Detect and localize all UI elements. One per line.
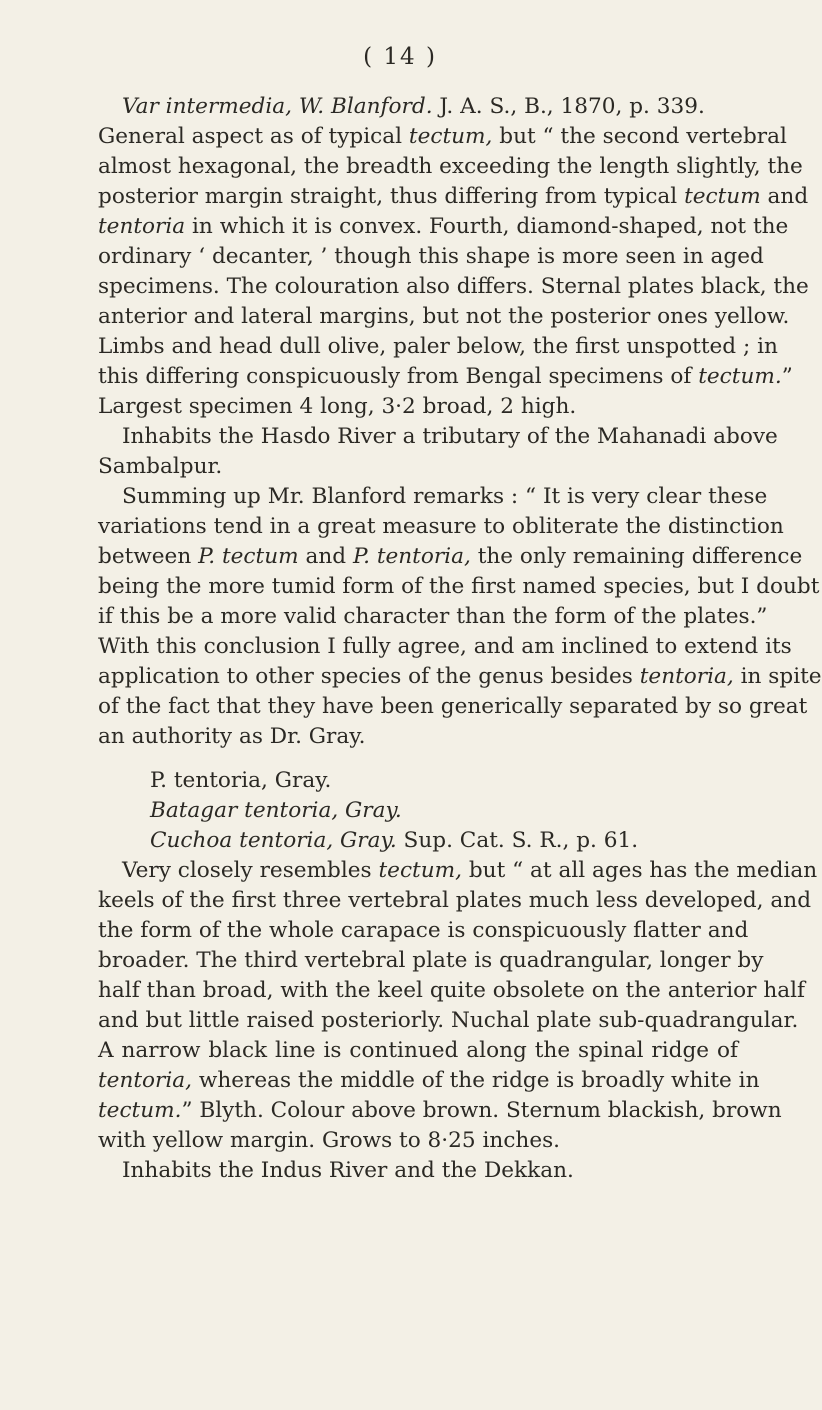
text-line: anterior and lateral margins, but not the posterior ones yellow. — [98, 304, 790, 329]
page-number: ( 14 ) — [363, 44, 437, 70]
text-line: P. tentoria, Gray. — [150, 768, 332, 793]
text-line: specimens. The colouration also differs. Sternal plates black, the — [98, 274, 809, 299]
text-line: Inhabits the Indus River and the Dekkan. — [122, 1158, 574, 1183]
text-line: tectum.” Blyth. Colour above brown. Sternum blackish, brown — [98, 1098, 782, 1123]
text-line: almost hexagonal, the breadth exceeding the length slightly, the — [98, 154, 803, 179]
text-line: Batagar tentoria, Gray. — [150, 798, 402, 823]
text-line: Sambalpur. — [98, 454, 223, 479]
text-line: being the more tumid form of the first named species, but I doubt — [98, 574, 820, 599]
text-line: this differing conspicuously from Bengal specimens of tectum.” — [98, 364, 793, 389]
text-line: Very closely resembles tectum, but “ at all ages has the median — [122, 858, 818, 883]
text-line: posterior margin straight, thus differing from typical tectum and — [98, 184, 809, 209]
text-line: variations tend in a great measure to obliterate the distinction — [98, 514, 784, 539]
text-line: broader. The third vertebral plate is quadrangular, longer by — [98, 948, 764, 973]
text-line: an authority as Dr. Gray. — [98, 724, 366, 749]
body-text — [98, 92, 822, 1186]
text-line: ordinary ‘ decanter, ’ though this shape is more seen in aged — [98, 244, 764, 269]
text-line: tentoria in which it is convex. Fourth, diamond-shaped, not the — [98, 214, 789, 239]
text-line: the form of the whole carapace is conspicuously flatter and — [98, 918, 749, 943]
text-line: and but little raised posteriorly. Nuchal plate sub-quadrangular. — [98, 1008, 799, 1033]
text-line: Largest specimen 4 long, 3·2 broad, 2 high. — [98, 394, 577, 419]
text-line: Summing up Mr. Blanford remarks : “ It is very clear these — [122, 484, 768, 509]
text-line: tentoria, whereas the middle of the ridge is broadly white in — [98, 1068, 760, 1093]
text-line: between P. tectum and P. tentoria, the only remaining difference — [98, 544, 803, 569]
text-line: Limbs and head dull olive, paler below, the first unspotted ; in — [98, 334, 778, 359]
text-line: Inhabits the Hasdo River a tributary of the Mahanadi above — [122, 424, 778, 449]
text-line: half than broad, with the keel quite obsolete on the anterior half — [98, 978, 806, 1003]
text-line: Var intermedia, W. Blanford. J. A. S., B., 1870, p. 339. — [122, 94, 705, 119]
text-line: application to other species of the genus besides tentoria, in spite — [98, 664, 822, 689]
text-line: With this conclusion I fully agree, and am inclined to extend its — [98, 634, 792, 659]
text-line: Cuchoa tentoria, Gray. Sup. Cat. S. R., p. 61. — [150, 828, 639, 853]
text-line: keels of the first three vertebral plates much less developed, and — [98, 888, 812, 913]
text-line: of the fact that they have been generically separated by so great — [98, 694, 808, 719]
text-line: with yellow margin. Grows to 8·25 inches. — [98, 1128, 561, 1153]
text-line: if this be a more valid character than the form of the plates.” — [98, 604, 768, 629]
text-line: General aspect as of typical tectum, but “ the second vertebral — [98, 124, 787, 149]
text-line: A narrow black line is continued along the spinal ridge of — [98, 1038, 738, 1063]
